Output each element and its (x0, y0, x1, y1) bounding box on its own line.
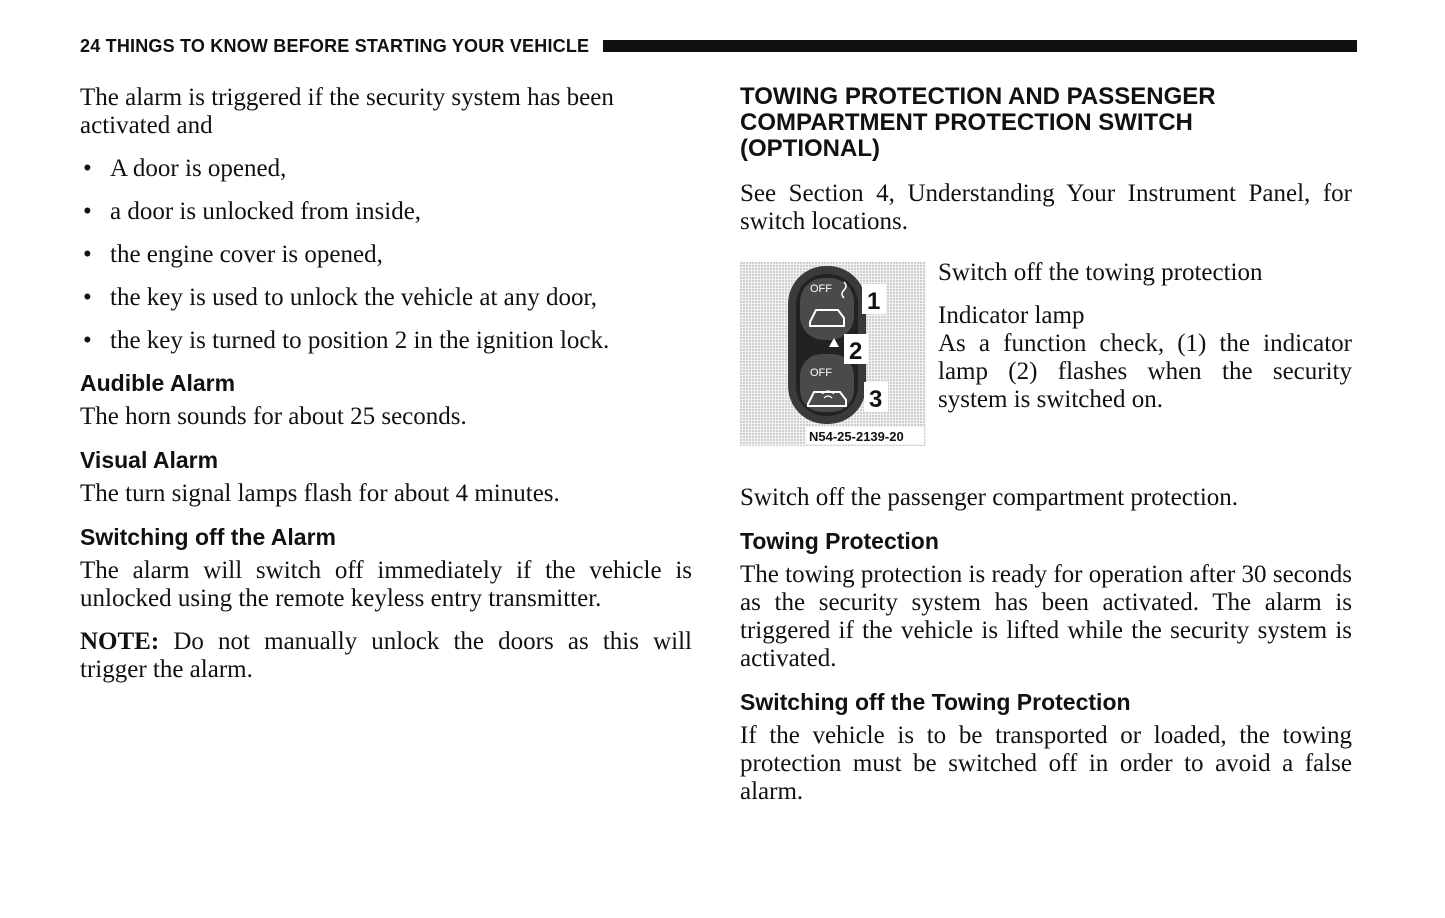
visual-alarm-text: The turn signal lamps flash for about 4 minutes. (80, 480, 560, 507)
legend-item-2-text: As a function check, (1) the indicator lamp (2) flashes when the security system is switched on. (938, 330, 1352, 413)
right-column (740, 84, 1352, 806)
audible-alarm-text: The horn sounds for about 25 seconds. (80, 403, 467, 430)
switching-off-alarm-heading: Switching off the Alarm (80, 524, 336, 550)
note-label: NOTE: (80, 628, 160, 655)
visual-alarm-heading: Visual Alarm (80, 447, 219, 473)
list-item: • A door is opened, (83, 155, 287, 182)
note-text: Do not manually unlock the doors as this will trigger the alarm. (80, 628, 692, 683)
callout-3: 3 (869, 386, 883, 413)
legend-item-2-heading: Indicator lamp (938, 302, 1085, 329)
off-label-bottom: OFF (810, 367, 832, 379)
list-item: • a door is unlocked from inside, (83, 198, 422, 225)
callout-1: 1 (867, 288, 881, 315)
switching-off-alarm-text: The alarm will switch off immediately if the vehicle is unlocked using the remote keyless entry transmitter. (80, 557, 692, 612)
page-number-title: 24 THINGS TO KNOW BEFORE STARTING YOUR VEHICLE (80, 35, 590, 56)
towing-protection-heading: Towing Protection (740, 528, 939, 554)
switching-off-towing-heading: Switching off the Towing Protection (740, 689, 1131, 715)
list-item: • the engine cover is opened, (83, 241, 383, 268)
switch-illustration (740, 262, 926, 446)
figure-legend (938, 259, 1352, 414)
trigger-list (80, 155, 692, 355)
page-header (80, 34, 1357, 58)
see-section-paragraph: See Section 4, Understanding Your Instrument Panel, for switch locations. (740, 180, 1352, 235)
switch-figure-row (740, 259, 1352, 446)
off-label-top: OFF (810, 283, 832, 295)
callout-2: 2 (849, 338, 863, 365)
list-item: • the key is used to unlock the vehicle at any door, (83, 284, 598, 311)
switching-off-towing-text: If the vehicle is to be transported or loaded, the towing protection must be switched off in order to avoid a false alarm. (740, 722, 1352, 805)
note-paragraph (80, 628, 692, 684)
towing-protection-text: The towing protection is ready for operation after 30 seconds as the security system has been activated. The alarm is triggered if the vehicle is lifted while the security system is activated. (740, 561, 1352, 672)
header-rule (603, 40, 1357, 52)
legend-item-1: Switch off the towing protection (938, 259, 1263, 286)
legend-item-3: Switch off the passenger compartment protection. (740, 484, 1239, 511)
section-title: TOWING PROTECTION AND PASSENGER COMPARTMENT PROTECTION SWITCH (OPTIONAL) (740, 83, 1216, 162)
audible-alarm-heading: Audible Alarm (80, 370, 236, 396)
left-column (80, 84, 692, 684)
intro-paragraph: The alarm is triggered if the security system has been activated and (80, 84, 614, 139)
figure-code: N54-25-2139-20 (809, 429, 904, 444)
list-item: • the key is turned to position 2 in the ignition lock. (83, 327, 610, 354)
